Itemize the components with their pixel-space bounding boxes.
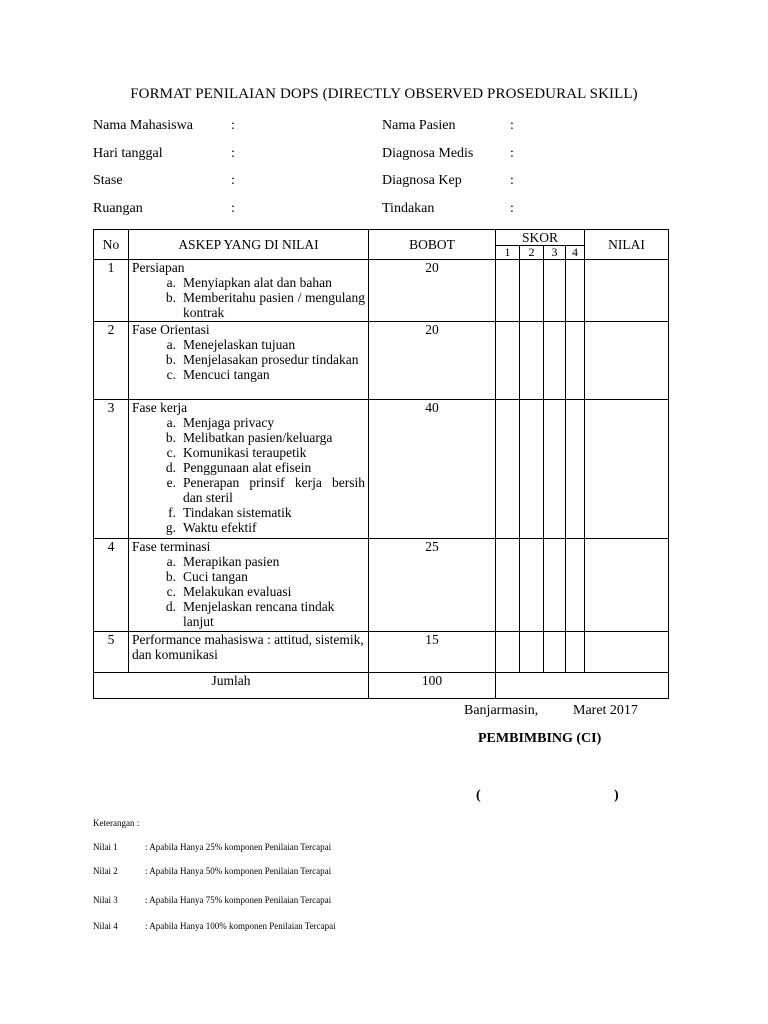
- item-text: Menejelaskan tujuan: [183, 337, 296, 352]
- list-item: [132, 445, 365, 460]
- list-item: [132, 505, 365, 520]
- nilai-cell[interactable]: [585, 322, 669, 400]
- field-colon: :: [510, 173, 514, 188]
- list-item: [132, 584, 365, 599]
- total-bobot: 100: [369, 673, 496, 699]
- skor-cell-2[interactable]: [520, 632, 544, 673]
- row-aspek: [129, 400, 369, 539]
- row-bobot: 40: [369, 400, 496, 539]
- item-letter: b.: [165, 430, 176, 445]
- assessment-table: [93, 229, 669, 699]
- item-letter: d.: [165, 460, 176, 475]
- header-no: No: [94, 230, 129, 260]
- row-title: Performance mahasiswa : attitud, sistemik, dan komunikasi: [132, 632, 364, 662]
- row-title: Persiapan: [132, 260, 185, 275]
- field-colon: :: [231, 173, 235, 188]
- skor-cell-3[interactable]: [544, 539, 566, 632]
- skor-cell-3[interactable]: [544, 260, 566, 322]
- table-row: [94, 539, 669, 632]
- row-bobot: 20: [369, 260, 496, 322]
- skor-cell-2[interactable]: [520, 539, 544, 632]
- page-title: FORMAT PENILAIAN DOPS (DIRECTLY OBSERVED PROSEDURAL SKILL): [130, 86, 638, 102]
- nilai-cell[interactable]: [585, 260, 669, 322]
- item-letter: a.: [166, 275, 176, 290]
- skor-cell-1[interactable]: [496, 400, 520, 539]
- table-row: [94, 632, 669, 673]
- signature-role: PEMBIMBING (CI): [478, 731, 602, 746]
- item-letter: a.: [166, 554, 176, 569]
- skor-cell-4[interactable]: [566, 632, 585, 673]
- field-colon: :: [510, 118, 514, 133]
- list-item: [132, 367, 365, 382]
- item-letter: c.: [166, 584, 176, 599]
- skor-cell-4[interactable]: [566, 539, 585, 632]
- field-colon: :: [510, 146, 514, 161]
- row-bobot: 25: [369, 539, 496, 632]
- field-label-hari-tanggal: Hari tanggal: [93, 146, 163, 161]
- list-item: [132, 569, 365, 584]
- item-letter: f.: [168, 505, 176, 520]
- skor-cell-3[interactable]: [544, 400, 566, 539]
- row-aspek: [129, 322, 369, 400]
- item-letter: b.: [165, 290, 176, 305]
- item-text: Melakukan evaluasi: [183, 584, 292, 599]
- row-aspek: [129, 632, 369, 673]
- field-colon: :: [231, 146, 235, 161]
- item-text: Komunikasi teraupetik: [183, 445, 307, 460]
- item-letter: c.: [166, 367, 176, 382]
- row-title: Fase Orientasi: [132, 322, 210, 337]
- skor-cell-1[interactable]: [496, 539, 520, 632]
- field-label-ruangan: Ruangan: [93, 201, 143, 216]
- row-bobot: 20: [369, 322, 496, 400]
- item-text: Penerapan prinsif kerja bersih dan steril: [183, 475, 365, 505]
- skor-cell-4[interactable]: [566, 400, 585, 539]
- item-text: Memberitahu pasien / mengulang kontrak: [183, 290, 365, 320]
- row-number: 3: [94, 400, 129, 539]
- list-item: [132, 460, 365, 475]
- item-text: Melibatkan pasien/keluarga: [183, 430, 333, 445]
- field-label-stase: Stase: [93, 173, 123, 188]
- field-label-tindakan: Tindakan: [382, 201, 435, 216]
- item-letter: d.: [165, 599, 176, 614]
- total-label: Jumlah: [94, 673, 369, 699]
- skor-cell-4[interactable]: [566, 260, 585, 322]
- header-skor-2: 2: [520, 246, 544, 260]
- list-item: [132, 475, 365, 505]
- skor-cell-3[interactable]: [544, 322, 566, 400]
- field-label-diagnosa-medis: Diagnosa Medis: [382, 146, 474, 161]
- field-label-nama-pasien: Nama Pasien: [382, 118, 456, 133]
- item-text: Mencuci tangan: [183, 367, 270, 382]
- list-item: [132, 599, 365, 629]
- list-item: [132, 290, 365, 320]
- keterangan-label: Nilai 2: [93, 866, 118, 876]
- skor-cell-1[interactable]: [496, 260, 520, 322]
- field-colon: :: [231, 201, 235, 216]
- nilai-cell[interactable]: [585, 400, 669, 539]
- skor-cell-1[interactable]: [496, 632, 520, 673]
- list-item: [132, 520, 365, 535]
- header-nilai: NILAI: [585, 230, 669, 260]
- row-aspek: [129, 260, 369, 322]
- item-letter: a.: [166, 415, 176, 430]
- skor-cell-2[interactable]: [520, 400, 544, 539]
- keterangan-heading: Keterangan :: [93, 818, 140, 828]
- nilai-cell[interactable]: [585, 539, 669, 632]
- item-letter: b.: [165, 569, 176, 584]
- header-aspek: ASKEP YANG DI NILAI: [129, 230, 369, 260]
- keterangan-text: : Apabila Hanya 25% komponen Penilaian Tercapai: [145, 842, 332, 852]
- field-colon: :: [510, 201, 514, 216]
- item-text: Menjelasakan prosedur tindakan: [183, 352, 359, 367]
- row-number: 4: [94, 539, 129, 632]
- keterangan-label: Nilai 1: [93, 842, 118, 852]
- item-text: Merapikan pasien: [183, 554, 280, 569]
- field-colon: :: [231, 118, 235, 133]
- signature-open-paren: (: [476, 788, 481, 803]
- header-skor-4: 4: [566, 246, 585, 260]
- item-text: Menjelaskan rencana tindak lanjut: [183, 599, 335, 629]
- row-number: 5: [94, 632, 129, 673]
- keterangan-text: : Apabila Hanya 50% komponen Penilaian Tercapai: [145, 866, 332, 876]
- row-title: Fase terminasi: [132, 539, 211, 554]
- row-number: 1: [94, 260, 129, 322]
- keterangan-text: : Apabila Hanya 75% komponen Penilaian Tercapai: [145, 895, 332, 905]
- list-item: [132, 415, 365, 430]
- table-row: [94, 260, 669, 322]
- item-letter: b.: [165, 352, 176, 367]
- nilai-cell[interactable]: [585, 632, 669, 673]
- signature-date: Maret 2017: [573, 703, 638, 718]
- header-skor: SKOR: [496, 230, 585, 246]
- row-bobot: 15: [369, 632, 496, 673]
- item-text: Waktu efektif: [183, 520, 257, 535]
- item-text: Penggunaan alat efisein: [183, 460, 312, 475]
- item-letter: c.: [166, 445, 176, 460]
- list-item: [132, 554, 365, 569]
- skor-cell-1[interactable]: [496, 322, 520, 400]
- table-row: [94, 400, 669, 539]
- header-skor-1: 1: [496, 246, 520, 260]
- list-item: [132, 275, 365, 290]
- item-letter: e.: [166, 475, 176, 490]
- list-item: [132, 337, 365, 352]
- total-nilai-cell[interactable]: [496, 673, 669, 699]
- field-label-nama-mahasiswa: Nama Mahasiswa: [93, 118, 193, 133]
- total-row: [94, 673, 669, 699]
- item-letter: g.: [165, 520, 176, 535]
- header-bobot: BOBOT: [369, 230, 496, 260]
- keterangan-label: Nilai 4: [93, 921, 118, 931]
- skor-cell-3[interactable]: [544, 632, 566, 673]
- signature-close-paren: ): [614, 788, 619, 803]
- skor-cell-2[interactable]: [520, 260, 544, 322]
- skor-cell-2[interactable]: [520, 322, 544, 400]
- keterangan-text: : Apabila Hanya 100% komponen Penilaian Tercapai: [145, 921, 336, 931]
- signature-place: Banjarmasin,: [464, 703, 539, 718]
- row-title: Fase kerja: [132, 400, 188, 415]
- row-aspek: [129, 539, 369, 632]
- header-skor-3: 3: [544, 246, 566, 260]
- table-row: [94, 322, 669, 400]
- list-item: [132, 352, 365, 367]
- item-letter: a.: [166, 337, 176, 352]
- keterangan-label: Nilai 3: [93, 895, 118, 905]
- list-item: [132, 430, 365, 445]
- item-text: Menjaga privacy: [183, 415, 275, 430]
- item-text: Menyiapkan alat dan bahan: [183, 275, 332, 290]
- item-text: Tindakan sistematik: [183, 505, 292, 520]
- field-label-diagnosa-kep: Diagnosa Kep: [382, 173, 462, 188]
- skor-cell-4[interactable]: [566, 322, 585, 400]
- row-number: 2: [94, 322, 129, 400]
- item-text: Cuci tangan: [183, 569, 248, 584]
